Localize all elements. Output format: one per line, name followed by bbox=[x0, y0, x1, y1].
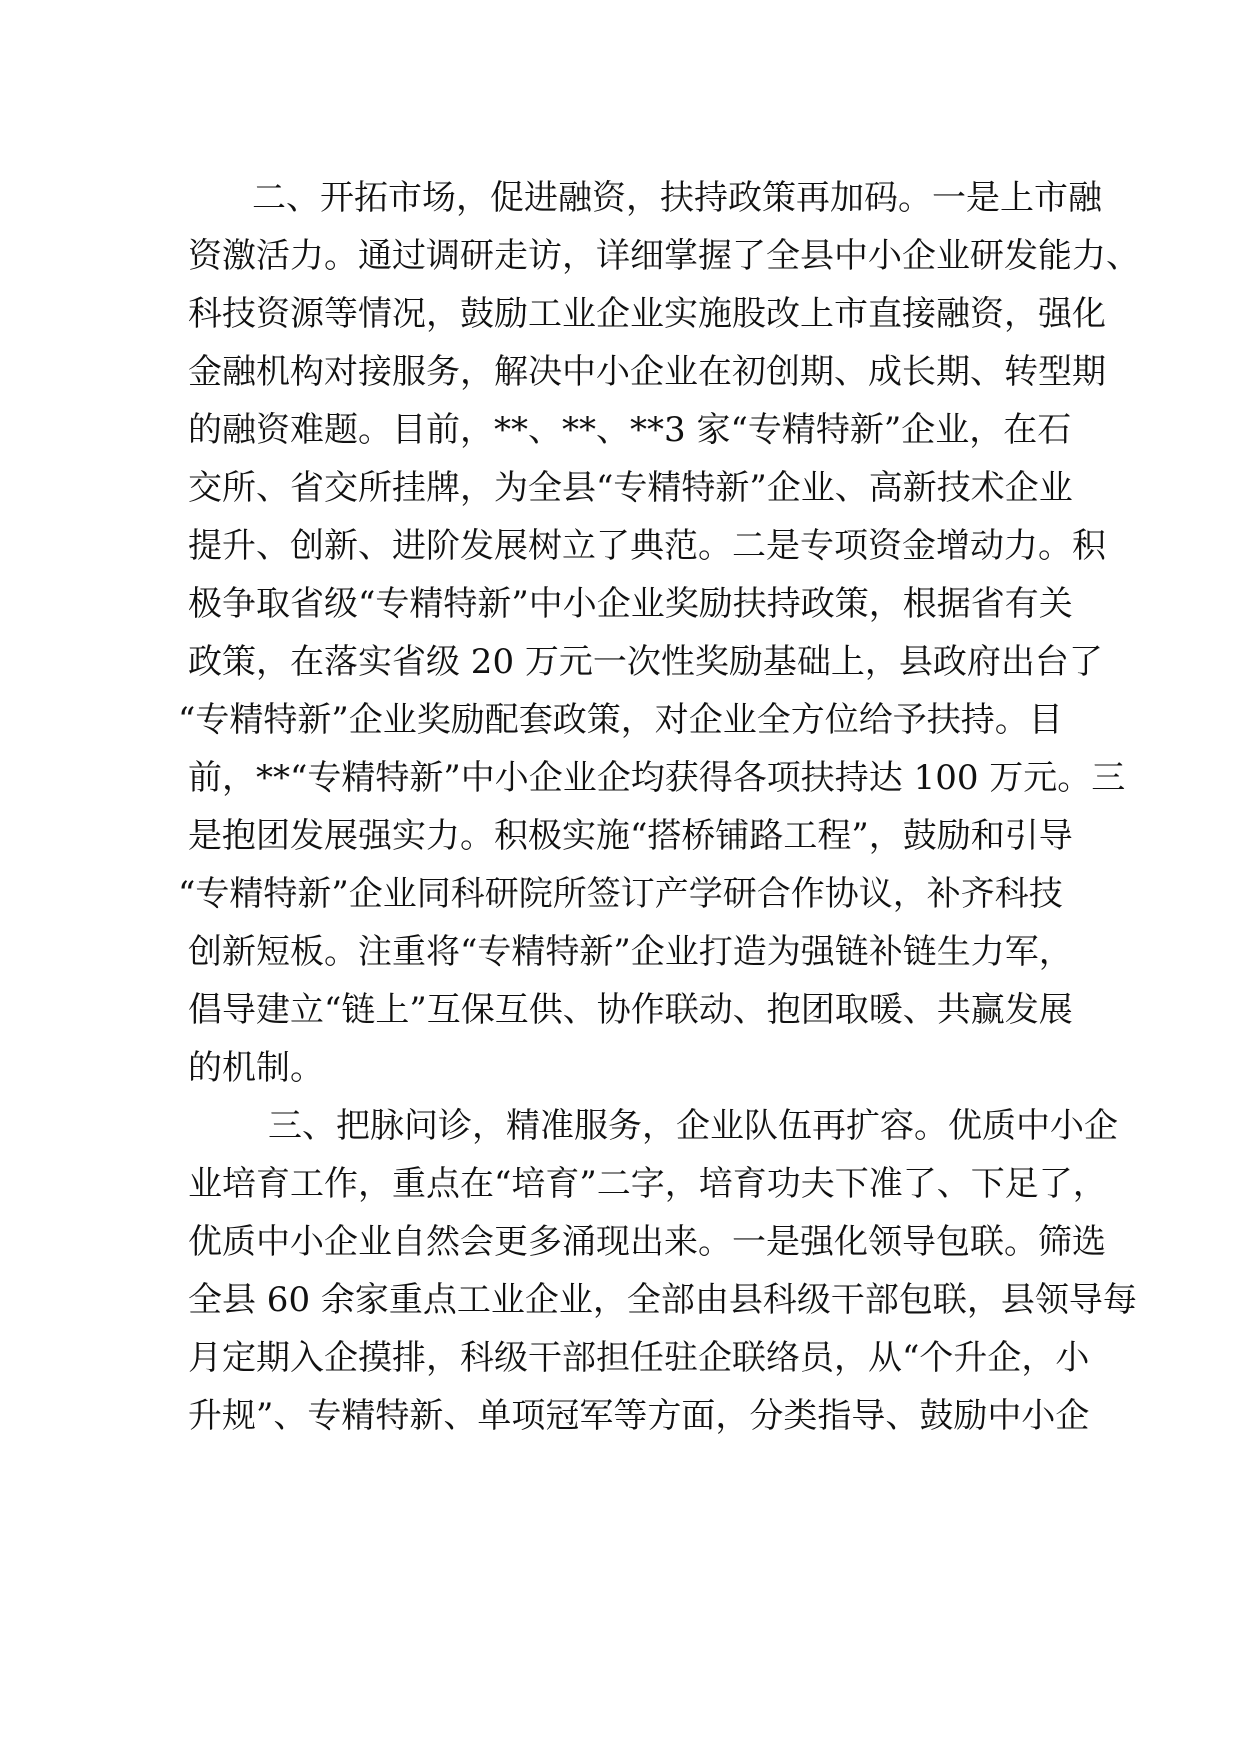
paragraph-2-line-5: 的融资难题。目前，**、**、**3 家“专精特新”企业，在石 bbox=[188, 410, 1072, 450]
paragraph-3-line-3: 优质中小企业自然会更多涌现出来。一是强化领导包联。筛选 bbox=[188, 1222, 1106, 1262]
paragraph-3-line-6: 升规”、专精特新、单项冠军等方面，分类指导、鼓励中小企 bbox=[188, 1396, 1090, 1436]
paragraph-2-line-10: “专精特新”企业奖励配套政策，对企业全方位给予扶持。目 bbox=[178, 700, 1063, 740]
paragraph-2-line-12: 是抱团发展强实力。积极实施“搭桥铺路工程”，鼓励和引导 bbox=[188, 816, 1073, 856]
paragraph-2-line-6: 交所、省交所挂牌，为全县“专精特新”企业、高新技术企业 bbox=[188, 468, 1073, 508]
paragraph-3-line-5: 月定期入企摸排，科级干部担任驻企联络员，从“个升企，小 bbox=[188, 1338, 1090, 1378]
paragraph-3-line-4: 全县 60 余家重点工业企业，全部由县科级干部包联，县领导每 bbox=[188, 1280, 1137, 1320]
paragraph-2-line-14: 创新短板。注重将“专精特新”企业打造为强链补链生力军， bbox=[188, 932, 1073, 972]
paragraph-2-line-8: 极争取省级“专精特新”中小企业奖励扶持政策，根据省有关 bbox=[188, 584, 1073, 624]
paragraph-2-line-4: 金融机构对接服务，解决中小企业在初创期、成长期、转型期 bbox=[188, 352, 1106, 392]
paragraph-2-line-3: 科技资源等情况，鼓励工业企业实施股改上市直接融资，强化 bbox=[188, 294, 1106, 334]
paragraph-2-line-7: 提升、创新、进阶发展树立了典范。二是专项资金增动力。积 bbox=[188, 526, 1106, 566]
paragraph-2-line-2: 资激活力。通过调研走访，详细掌握了全县中小企业研发能力、 bbox=[188, 236, 1140, 276]
paragraph-2-line-9: 政策，在落实省级 20 万元一次性奖励基础上，县政府出台了 bbox=[188, 642, 1103, 682]
paragraph-2-line-1: 二、开拓市场，促进融资，扶持政策再加码。一是上市融 bbox=[252, 178, 1102, 218]
paragraph-3-line-1: 三、把脉问诊，精准服务，企业队伍再扩容。优质中小企 bbox=[268, 1106, 1118, 1146]
paragraph-2-line-15: 倡导建立“链上”互保互供、协作联动、抱团取暖、共赢发展 bbox=[188, 990, 1073, 1030]
paragraph-3-line-2: 业培育工作，重点在“培育”二字，培育功夫下准了、下足了， bbox=[188, 1164, 1107, 1204]
paragraph-2-line-11: 前，**“专精特新”中小企业企均获得各项扶持达 100 万元。三 bbox=[188, 758, 1126, 798]
paragraph-2-line-13: “专精特新”企业同科研院所签订产学研合作协议，补齐科技 bbox=[178, 874, 1063, 914]
paragraph-2-line-16: 的机制。 bbox=[188, 1048, 324, 1088]
